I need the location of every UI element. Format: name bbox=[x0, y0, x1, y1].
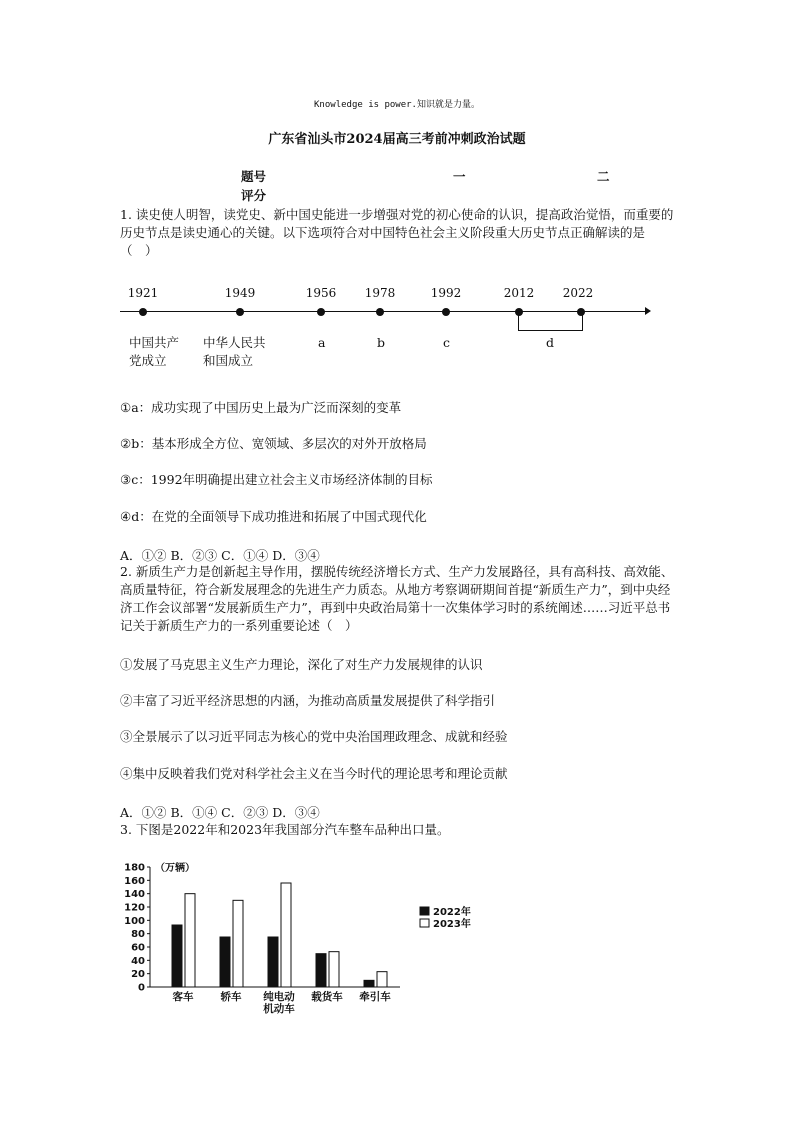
timeline-year: 1949 bbox=[224, 286, 256, 300]
timeline-year: 2012 bbox=[503, 286, 535, 300]
timeline-point bbox=[139, 308, 147, 316]
timeline-label-c: c bbox=[443, 335, 451, 350]
bar-2022年 bbox=[172, 925, 182, 987]
bar-2022年 bbox=[316, 954, 326, 987]
question-2-choices: A．①② B．①④ C．②③ D．③④ bbox=[120, 805, 320, 820]
x-category-label: 机动车 bbox=[263, 1003, 295, 1015]
score-table-col-2: 二 bbox=[597, 169, 610, 184]
timeline-point bbox=[442, 308, 450, 316]
legend-label: 2023年 bbox=[433, 919, 471, 930]
timeline-label-line: 和国成立 bbox=[203, 353, 254, 368]
timeline-year: 1992 bbox=[430, 286, 462, 300]
bar-2023年 bbox=[377, 972, 387, 987]
y-tick-label: 40 bbox=[131, 955, 145, 967]
timeline-year: 1956 bbox=[305, 286, 337, 300]
y-tick-label: 60 bbox=[131, 942, 145, 954]
timeline-point bbox=[236, 308, 244, 316]
y-tick-label: 140 bbox=[124, 889, 145, 901]
timeline-label-line: 中国共产 bbox=[129, 335, 180, 350]
question-3-stem: 3. 下图是2022年和2023年我国部分汽车整车品种出口量。 bbox=[120, 822, 450, 837]
score-table-row-label: 题号 bbox=[241, 169, 267, 184]
timeline-arrow-icon bbox=[645, 307, 651, 315]
legend-swatch bbox=[420, 907, 429, 915]
score-table-score-label: 评分 bbox=[241, 188, 267, 203]
header-note: Knowledge is power.知识就是力量。 bbox=[314, 100, 480, 110]
bar-2022年 bbox=[268, 937, 278, 987]
timeline-label-b: b bbox=[377, 335, 386, 350]
bar-2023年 bbox=[281, 883, 291, 987]
question-1-stem: 1. 读史使人明智，读党史、新中国史能进一步增强对党的初心使命的认识，提高政治觉悟，而重要的历史节点是读史通心的关键。以下选项符合对中国特色社会主义阶段重大历史节点正确解读的是（ ） bbox=[120, 207, 674, 258]
timeline-label-1921 bbox=[129, 334, 179, 370]
y-tick-label: 20 bbox=[131, 969, 145, 981]
timeline-label-line: 党成立 bbox=[129, 353, 167, 368]
x-category-label: 轿车 bbox=[220, 991, 242, 1003]
question-1-option: ④d：在党的全面领导下成功推进和拓展了中国式现代化 bbox=[120, 509, 427, 524]
y-tick-label: 160 bbox=[124, 875, 145, 887]
legend-swatch bbox=[420, 919, 429, 927]
y-tick-label: 100 bbox=[124, 915, 145, 927]
question-1-option: ①a：成功实现了中国历史上最为广泛而深刻的变革 bbox=[120, 400, 402, 415]
timeline-year: 2022 bbox=[562, 286, 594, 300]
y-tick-label: 80 bbox=[131, 929, 145, 941]
bar-2023年 bbox=[185, 894, 195, 987]
x-category-label: 牵引车 bbox=[359, 991, 391, 1003]
question-1-option: ③c：1992年明确提出建立社会主义市场经济体制的目标 bbox=[120, 472, 433, 487]
y-tick-label: 180 bbox=[124, 862, 145, 874]
x-category-label: 客车 bbox=[172, 991, 194, 1003]
timeline-year: 1921 bbox=[127, 286, 159, 300]
bar-2022年 bbox=[364, 980, 374, 987]
score-table-col-1: 一 bbox=[453, 169, 466, 184]
timeline-label-a: a bbox=[318, 335, 326, 350]
timeline-label-d: d bbox=[546, 335, 555, 350]
y-tick-label: 120 bbox=[124, 902, 145, 914]
question-2-option: ②丰富了习近平经济思想的内涵，为推动高质量发展提供了科学指引 bbox=[120, 693, 496, 708]
timeline-year: 1978 bbox=[364, 286, 396, 300]
y-tick-label: 0 bbox=[138, 982, 145, 994]
question-2-option: ①发展了马克思主义生产力理论，深化了对生产力发展规律的认识 bbox=[120, 657, 483, 672]
bar-2022年 bbox=[220, 937, 230, 987]
bar-2023年 bbox=[329, 952, 339, 987]
question-1-option: ②b：基本形成全方位、宽领域、多层次的对外开放格局 bbox=[120, 436, 427, 451]
question-2-option: ④集中反映着我们党对科学社会主义在当今时代的理论思考和理论贡献 bbox=[120, 766, 508, 781]
timeline-point bbox=[317, 308, 325, 316]
timeline-label-1949 bbox=[203, 334, 266, 370]
x-category-label: 纯电动 bbox=[263, 991, 295, 1003]
timeline-bracket-d bbox=[518, 312, 583, 331]
timeline-point bbox=[376, 308, 384, 316]
question-2-option: ③全景展示了以习近平同志为核心的党中央治国理政理念、成就和经验 bbox=[120, 729, 508, 744]
document-title: 广东省汕头市2024届高三考前冲刺政治试题 bbox=[268, 132, 526, 147]
bar-2023年 bbox=[233, 900, 243, 987]
legend-label: 2022年 bbox=[433, 907, 471, 918]
export-bar-chart bbox=[110, 850, 490, 1025]
question-2-stem: 2. 新质生产力是创新起主导作用，摆脱传统经济增长方式、生产力发展路径，具有高科技、高效能、高质量特征，符合新发展理念的先进生产力质态。从地方考察调研期间首提“新质生产力”，到中央经济工作会议部署“发展新质生产力”，再到中央政治局第十一次集体学习时的系统阐述……习近平总书记关于新质生产力的一系列重要论述（ ） bbox=[120, 564, 674, 633]
timeline-label-line: 中华人民共 bbox=[203, 335, 266, 350]
y-unit-label: （万辆） bbox=[155, 863, 195, 874]
question-1-choices: A．①② B．②③ C．①④ D．③④ bbox=[120, 548, 320, 563]
x-category-label: 载货车 bbox=[311, 991, 343, 1003]
